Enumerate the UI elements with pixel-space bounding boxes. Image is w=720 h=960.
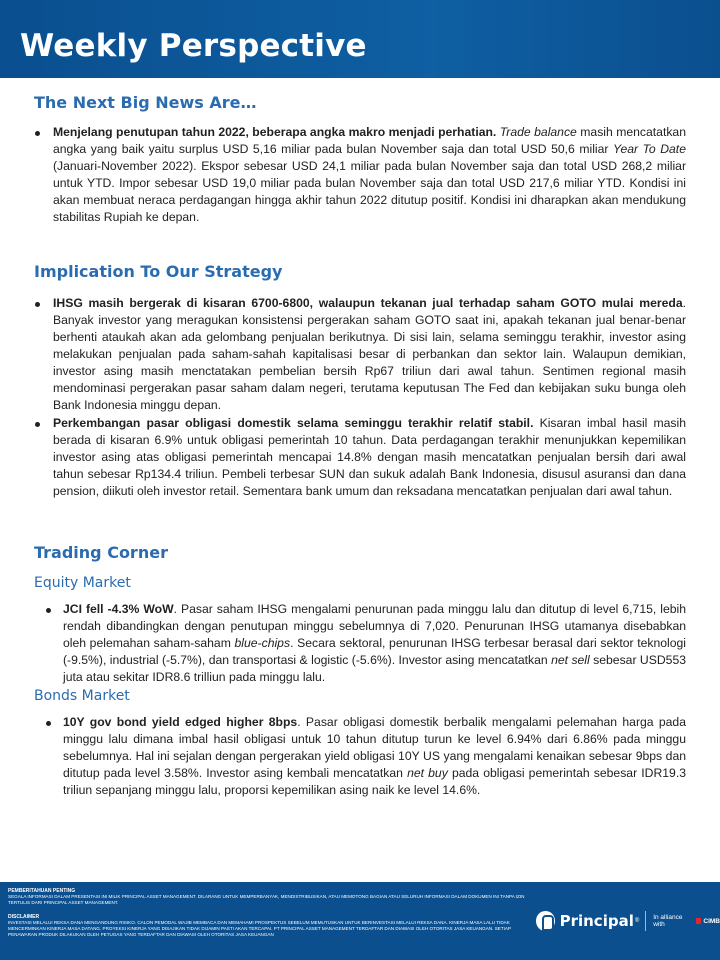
disclaimer-text: INVESTASI MELALUI REKSA DANA MENGANDUNG RISIKO. CALON PEMODAL WAJIB MEMBACA DAN MEMAHAMI PROSPEKTUS SEBELUM MEMUTUSKAN UNTUK BERINVESTASI MELALUI REKSA DANA. KINERJA MASA LALU TIDAK MENCERMINKAN KINERJA MASA DATANG. PROYEKSI KINERJA YANG DISAJIKAN TIDAK DIJAMIN PASTI AKAN TERCAPAI. PT PRINCIPAL ASSET MANAGEMENT TERDAFTAR DAN DIAWASI OLEH OTORITAS JASA KEUANGAN. SETIAP PENAWARAN PRODUK DILAKUKAN OLEH PETUGAS YANG TERDAFTAR DAN DIAWASI OLEH OTORITAS JASA KEUANGAN — [8, 920, 511, 938]
text-run: Kisaran imbal hasil masih berada di kisaran 6.9% untuk obligasi pemerintah 10 tahun. Data perdagangan terakhir menunjukkan kepemilikan investor asing atas obligasi pemerintah mencapai 14.8% dengan masih mencatatkan penjualan bersih dari awal tahun sebesar Rp134.4 triliun. Pembeli terbesar SUN dan sukuk adalah Bank Indonesia, disusul asuransi dan dana pension, diikuti oleh investor retail. Sementara bank umum dan reksadana mencatatkan penjualan dari awal tahun. — [53, 416, 686, 498]
subsection-title-equity: Equity Market — [34, 575, 131, 591]
principal-mark-icon — [536, 911, 555, 931]
text-run: (Januari-November 2022). Ekspor sebesar USD 24,1 miliar pada bulan November saja dan total USD 268,2 miliar untuk YTD. Impor sebesar USD 19,0 miliar pada bulan November saja dan total USD 217,6 miliar YTD. Kondisi ini akan membuat neraca perdagangan hingga akhir tahun 2022 ditutup positif. Kondisi ini dharapkan akan mendukung stabilitas Rupiah ke depan. — [53, 159, 686, 224]
cimb-icon — [696, 918, 702, 924]
text-run: 10Y gov bond yield edged higher 8bps — [63, 715, 298, 729]
text-run: Perkembangan pasar obligasi domestik selama seminggu terakhir relatif stabil. — [53, 416, 534, 430]
subsection-title-bonds: Bonds Market — [34, 688, 130, 704]
disclaimer-title: DISCLAIMER — [8, 914, 40, 920]
bullet-equity-market — [63, 601, 686, 686]
bullet-dot — [35, 131, 40, 136]
text-run: IHSG masih bergerak di kisaran 6700-6800, walaupun tekanan jual terhadap saham GOTO mulai mereda — [53, 296, 683, 310]
bullet-dot — [35, 422, 40, 427]
section-title-implication: Implication To Our Strategy — [34, 262, 283, 281]
bullet-next-big-news — [53, 124, 686, 226]
notice-text: SEGALA INFORMASI DALAM PRESENTASI INI MILIK PRINCIPAL ASSET MANAGEMENT. DILARANG UNTUK MEMPERBANYAK, MENDISTRIBUSIKAN, ATAU MEMOTONG BAGIAN ATAU SELURUH INFORMASI DALAM DOKUMEN INI TANPA IZIN TERTULIS DARI PRINCIPAL ASSET MANAGEMENT. — [8, 894, 525, 906]
bullet-bonds-market — [63, 714, 686, 799]
page-title: Weekly Perspective — [20, 28, 367, 64]
text-run: . Pasar saham IHSG mengalami penurunan pada minggu lalu dan ditutup di level 6,715, lebih rendah dibandingkan dengan penutupan minggu sebelumnya di 7,020. Penurunan IHSG utamanya disebabkan oleh pelemahan saham-saham — [63, 602, 686, 650]
alliance-text: In alliance with — [653, 914, 683, 928]
page-header — [0, 0, 720, 78]
text-run: pada obligasi pemerintah sebesar IDR19.3 triliun sepanjang minggu lalu, proporsi kepemilikan asing naik ke level 14.6%. — [63, 766, 686, 797]
section-title-next-big-news: The Next Big News Are… — [34, 93, 257, 112]
bullet-dot — [35, 302, 40, 307]
text-run: net sell — [551, 653, 590, 667]
bullet-ihsg — [53, 295, 686, 414]
text-run: blue-chips — [234, 636, 291, 650]
bullet-bond-market-dev — [53, 415, 686, 500]
text-run: . Banyak investor yang meragukan konsistensi pergerakan saham GOTO saat ini, apakah tekanan jual benar-benar berhenti ataukah akan ada gelombang penjualan berikutnya. Di sisi lain, selama seminggu terakhir, investor asing melakukan penjualan pada saham-sahah kapitalisasi besar di perbankan dan sektor lain. Walaupun demikian, investor asing masih menctatakan pembelian bersih Rp67 triliun dari awal tahun. Sentimen regional masih mendominasi pergerakan pasar saham dalam negeri, terutama keputusan The Fed dan kebijakan suku bunga oleh Bank Indonesia minggu depan. — [53, 296, 686, 412]
text-run: . Pasar obligasi domestik berbalik mengalami pelemahan harga pada minggu lalu dimana imbal hasil obligasi untuk 10 tahun ditutup turun ke level 6.94% dari 6.86% pada minggu sebelumnya. Hal ini sejalan dengan pergerakan yield obligasi 10Y US yang mengalami kenaikan sebesar 9bps dan ditutup pada level 3.58%. Investor asing kembali mencatatkan — [63, 715, 686, 780]
text-run: Menjelang penutupan tahun 2022, beberapa angka makro menjadi perhatian. — [53, 125, 497, 139]
cimb-text: CIMB — [703, 917, 720, 925]
page-footer — [0, 882, 720, 960]
notice-title: PEMBERITAHUAN PENTING — [8, 888, 76, 894]
logo-divider — [645, 911, 646, 931]
text-run: sebesar USD553 juta atau sekitar IDR8.6 trilliun pada minggu lalu. — [63, 653, 686, 684]
text-run: Year To Date — [613, 142, 686, 156]
text-run: masih mencatatkan angka yang baik yaitu surplus USD 5,16 miliar pada bulan November saja dan total USD 50,6 miliar — [53, 125, 686, 156]
principal-logo — [536, 910, 720, 932]
text-run: JCI fell -4.3% WoW — [63, 602, 174, 616]
brand-name: Principal — [559, 912, 634, 930]
bullet-dot — [46, 721, 51, 726]
text-run: Trade balance — [499, 125, 577, 139]
bullet-dot — [46, 608, 51, 613]
text-run: . Secara sektoral, penurunan IHSG terbesar berasal dari sektor teknologi (-9.5%), industrial (-5.7%), dan transportasi & logistic (-5.6%). Investor asing mencatatkan — [63, 636, 686, 667]
text-run: net buy — [407, 766, 448, 780]
registered-mark: ® — [634, 918, 640, 924]
section-title-trading-corner: Trading Corner — [34, 543, 168, 562]
